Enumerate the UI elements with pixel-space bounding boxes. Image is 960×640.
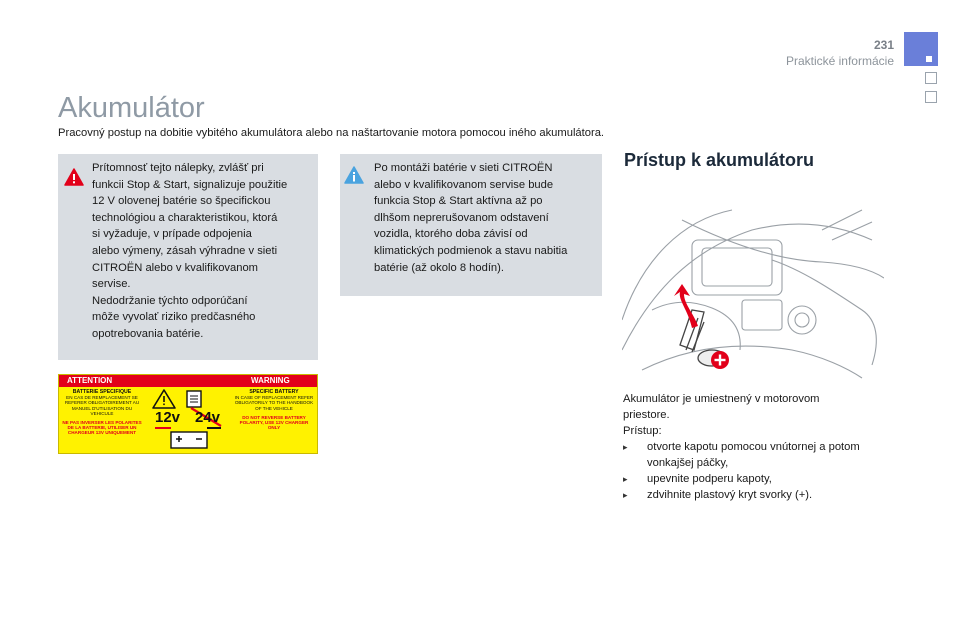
bullet-icon: ▸ [623,474,628,484]
warning-icon [64,168,84,186]
access-steps: ▸ otvorte kapotu pomocou vnútornej a potom vonkajšej páčky, ▸ upevnite podperu kapoty, ▸ zdvihnite plastový kryt svorky (+). [623,441,860,501]
info-note-text: Po montáži batérie v sieti CITROËN alebo v kvalifikovanom servise bude funkcia Stop & Start aktívna až po dlhšom neprerušovanom odstavení vozidla, ktorého doba závisí od klimatických podmienok a stavu nabitia batérie (až okolo 8 hodín). [374,162,568,274]
engine-bay-illustration [622,200,884,380]
sticker-warning: WARNING [251,376,290,385]
info-icon [344,166,364,184]
bullet-icon: ▸ [623,490,628,500]
tab-marker [926,56,932,62]
section-title: Praktické informácie [785,54,894,68]
bullet-icon: ▸ [623,442,628,452]
sticker-right-title: SPECIFIC BATTERY [249,389,299,395]
section-tab[interactable] [925,91,937,103]
sticker-left-body: EN CAS DE REMPLACEMENT SE REFERER OBLIGATOIREMENT AU MANUEL D'UTILISATION DU VEHICULE [64,395,140,416]
warning-note-text: Prítomnosť tejto nálepky, zvlášť pri funkcii Stop & Start, signalizuje použitie 12 V olovenej batérie so špecifickou technológiou a charakteristikou, ktorá si vyžaduje, v prípade odpojenia alebo výmeny, zásah výhradne v sieti CITROËN alebo v kvalifikovanom servise. Nedodržanie týchto odporúčaní môže vyvolať riziko predčasného opotrebovania batérie. [92,162,288,340]
section-tab[interactable] [925,72,937,84]
sticker-attention: ATTENTION [67,376,113,385]
page-title: Akumulátor [58,92,205,124]
sticker-24v: 24v [195,409,221,426]
sticker-left-title: BATTERIE SPECIFIQUE [72,389,132,395]
access-heading: Prístup k akumulátoru [624,150,815,170]
sticker-left-red: NE PAS INVERSER LES POLARITES DE LA BATTERIE, UTILISER UN CHARGEUR 13V UNIQUEMENT [62,420,142,436]
intro-text: Pracovný postup na dobitie vybitého akumulátora alebo na naštartovanie motora pomocou iného akumulátora. [58,127,605,139]
page-number: 231 [873,38,894,52]
sticker-12v: 12v [155,409,181,426]
access-description: Akumulátor je umiestnený v motorovom priestore. [623,393,820,421]
section-tab-active[interactable] [904,32,938,66]
sticker-right-body: IN CASE OF REPLACEMENT REFER OBLIGATORILY TO THE HANDBOOK OF THE VEHICLE [234,395,314,411]
battery-warning-sticker [58,374,318,454]
access-label: Prístup: [623,425,662,437]
sticker-right-red: DO NOT REVERSE BATTERY POLARITY, USE 12V CHARGER ONLY [239,414,309,431]
